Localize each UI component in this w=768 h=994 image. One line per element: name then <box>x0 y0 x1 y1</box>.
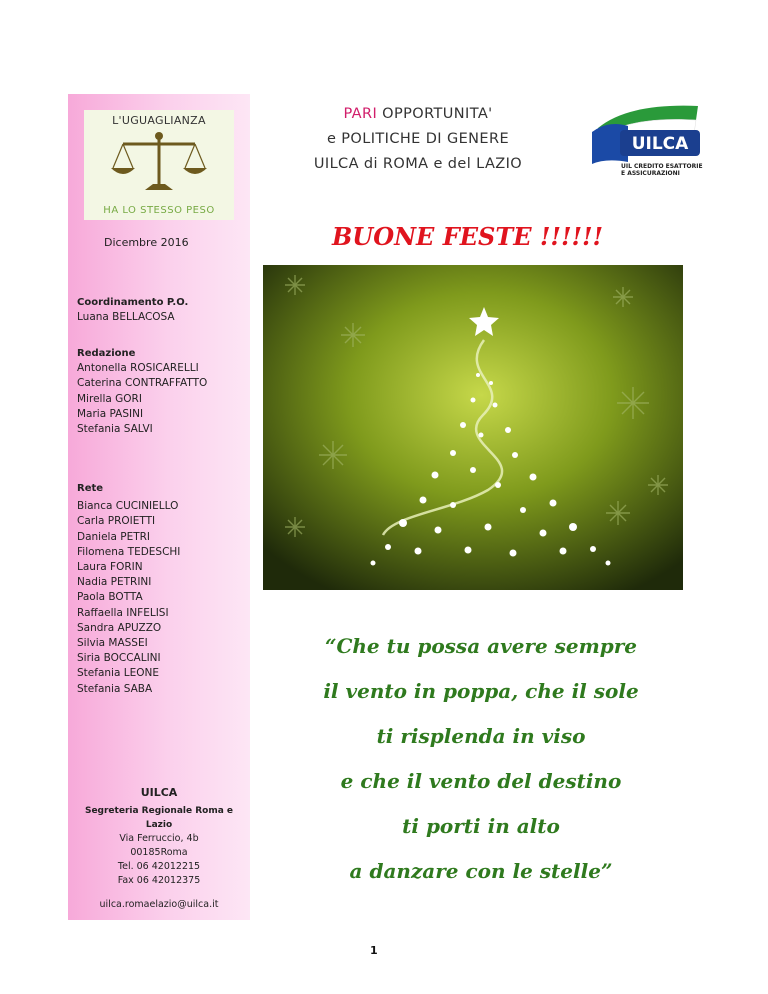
redazione-name: Stefania SALVI <box>77 423 153 436</box>
quote-line: “Che tu possa avere sempre <box>324 634 638 658</box>
quote-line: e che il vento del destino <box>340 769 622 793</box>
equality-logo <box>84 110 234 220</box>
uilca-subtitle-line-1: UIL CREDITO ESATTORIE <box>621 163 703 170</box>
contact-org: UILCA <box>140 786 178 799</box>
rete-name: Raffaella INFELISI <box>77 606 169 619</box>
contact-block <box>72 786 246 912</box>
coordinamento-section <box>77 295 188 325</box>
scales-icon <box>109 128 209 198</box>
redazione-name: Mirella GORI <box>77 392 142 405</box>
redazione-heading: Redazione <box>77 348 136 359</box>
opportunita-text: OPPORTUNITA' <box>377 106 493 122</box>
rete-name: Stefania LEONE <box>77 667 159 680</box>
uilca-flag-icon <box>588 98 708 168</box>
rete-name: Nadia PETRINI <box>77 576 152 589</box>
contact-city: 00185Roma <box>130 847 188 858</box>
rete-name: Sandra APUZZO <box>77 621 162 634</box>
header-line-1 <box>268 102 568 127</box>
coordinamento-heading: Coordinamento P.O. <box>77 297 189 308</box>
rete-name: Daniela PETRI <box>77 530 151 543</box>
greeting-heading: BUONE FESTE !!!!!! <box>332 222 604 251</box>
issue-date: Dicembre 2016 <box>104 236 189 249</box>
rete-name: Filomena TEDESCHI <box>77 545 181 558</box>
quote-line: ti porti in alto <box>402 814 560 838</box>
redazione-name: Antonella ROSICARELLI <box>77 362 199 375</box>
redazione-section <box>77 346 207 437</box>
redazione-name: Maria PASINI <box>77 407 144 420</box>
quote-line: ti risplenda in viso <box>376 724 586 748</box>
christmas-tree-image <box>263 265 683 590</box>
contact-tel: Tel. 06 42012215 <box>117 861 201 872</box>
redazione-name: Caterina CONTRAFFATTO <box>77 377 208 390</box>
quote-block <box>266 624 696 894</box>
header-line-2: e POLITICHE DI GENERE <box>326 131 510 147</box>
rete-name: Siria BOCCALINI <box>77 652 161 665</box>
uilca-subtitle <box>621 163 703 177</box>
rete-name: Laura FORIN <box>77 561 143 574</box>
rete-name: Stefania SABA <box>77 682 153 695</box>
logo-top-text: L'UGUAGLIANZA <box>112 114 206 127</box>
segreteria-line-1: Segreteria Regionale Roma e <box>84 806 234 816</box>
contact-address: Via Ferruccio, 4b <box>119 833 199 844</box>
uilca-logo-text: UILCA <box>631 134 689 154</box>
pari-text: PARI <box>343 106 378 122</box>
rete-name: Carla PROIETTI <box>77 515 156 528</box>
contact-fax: Fax 06 42012375 <box>117 875 201 886</box>
rete-name: Paola BOTTA <box>77 591 143 604</box>
header-line-3: UILCA di ROMA e del LAZIO <box>313 156 523 172</box>
rete-name: Bianca CUCINIELLO <box>77 500 179 513</box>
contact-email[interactable]: uilca.romaelazio@uilca.it <box>99 899 219 910</box>
coordinamento-name: Luana BELLACOSA <box>77 311 175 324</box>
rete-section <box>77 481 180 697</box>
uilca-subtitle-line-2: E ASSICURAZIONI <box>621 170 680 177</box>
logo-bottom-text: HA LO STESSO PESO <box>103 205 215 216</box>
segreteria-line-2: Lazio <box>145 820 173 830</box>
page-number: 1 <box>370 944 378 957</box>
header-title <box>268 102 568 177</box>
rete-name: Silvia MASSEI <box>77 637 148 650</box>
rete-heading: Rete <box>77 483 104 494</box>
quote-line: il vento in poppa, che il sole <box>323 679 639 703</box>
quote-line: a danzare con le stelle” <box>349 859 613 883</box>
